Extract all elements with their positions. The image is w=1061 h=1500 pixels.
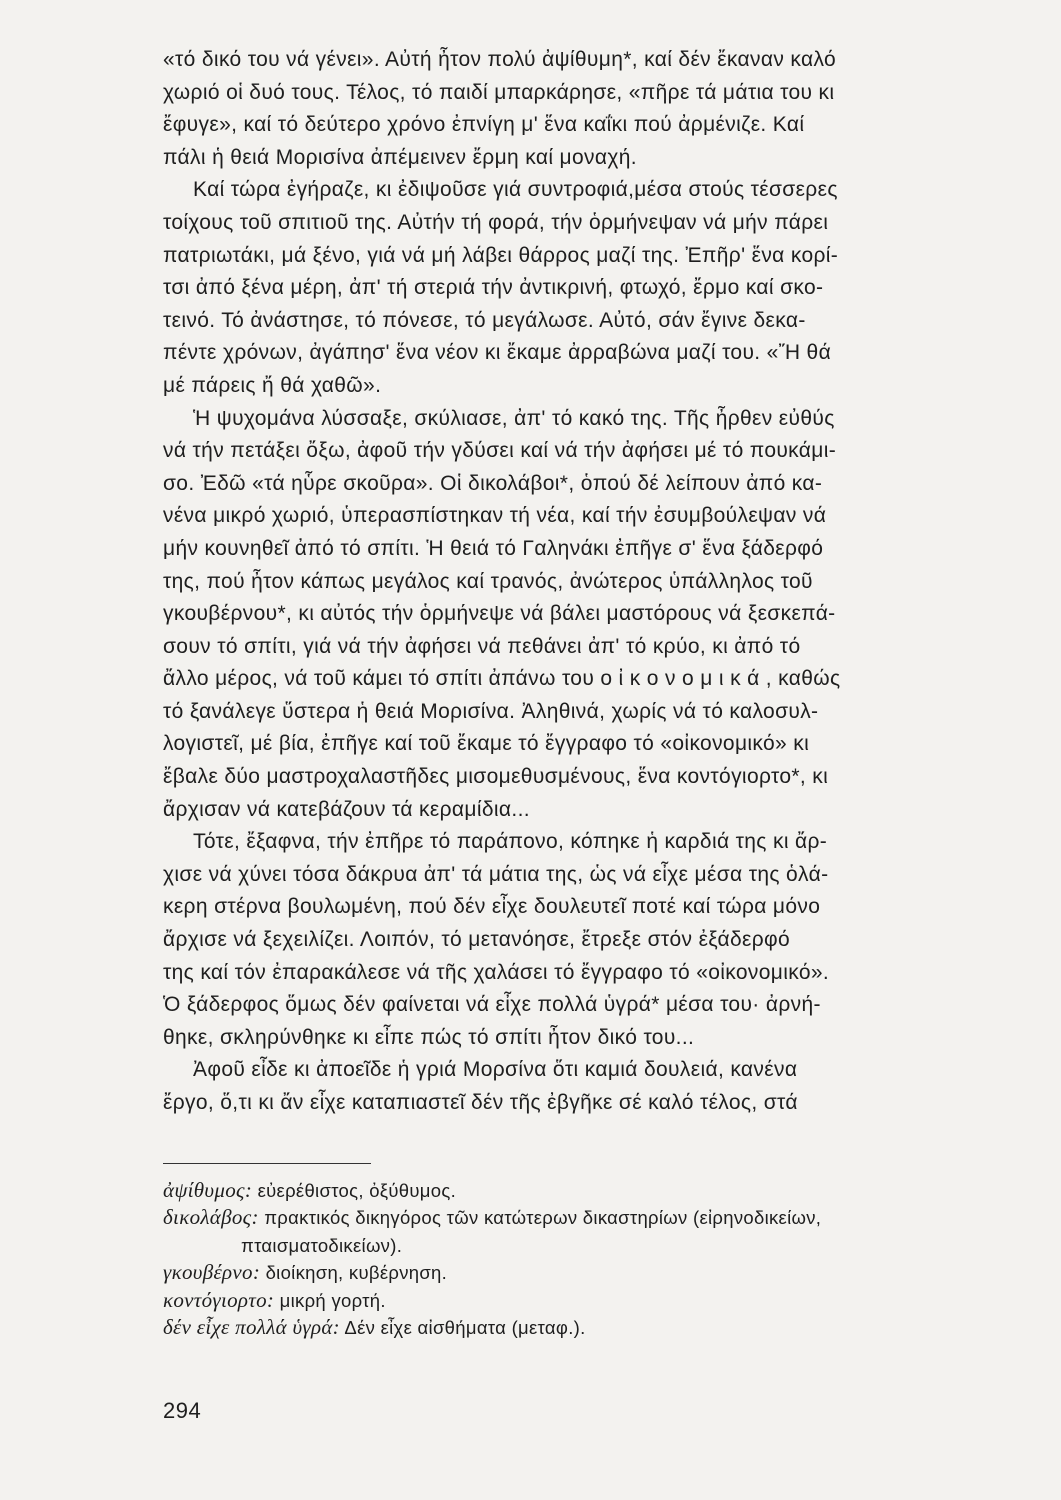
footnote — [163, 1177, 1043, 1204]
text-line: της καί τόν ἐπαρακάλεσε νά τῆς χαλάσει τό ἔγγραφο τό «οἰκονομικό». — [163, 960, 830, 984]
text-line: Ἡ ψυχομάνα λύσσαξε, σκύλιασε, ἀπ' τό κακό της. Τῆς ἦρθεν εὐθύς — [193, 406, 835, 430]
main-text — [163, 44, 1033, 1120]
footnote-term: ἀψίθυμος: — [163, 1178, 253, 1202]
footnote-definition: πρακτικός δικηγόρος τῶν κατώτερων δικαστηρίων (εἰρηνοδικείων, — [264, 1207, 822, 1229]
text-line: νά τήν πετάξει ὄξω, ἀφοῦ τήν γδύσει καί νά τήν ἀφήσει μέ τό πουκάμι- — [163, 439, 837, 463]
text-line: κερη στέρνα βουλωμένη, πού δέν εἶχε δουλευτεῖ ποτέ καί τώρα μόνο — [163, 895, 821, 919]
footnote-term: γκουβέρνο: — [163, 1260, 261, 1285]
text-line: «τό δικό του νά γένει». Αὐτή ἦτον πολύ ἀψίθυμη*, καί δέν ἔκαναν καλό — [163, 48, 837, 71]
text-line: ἔβαλε δύο μαστροχαλαστῆδες μισομεθυσμένους, ἕνα κοντόγιορτο*, κι — [163, 765, 829, 789]
text-line: τσι ἀπό ξένα μέρη, ἀπ' τή στεριά τήν ἀντικρινή, φτωχό, ἔρμο καί σκο- — [163, 276, 824, 300]
text-line: σο. Ἐδῶ «τά ηὗρε σκοῦρα». Οἱ δικολάβοι*, ὁπού δέ λείπουν ἀπό κα- — [163, 471, 823, 495]
text-line: Ὁ ξάδερφος ὅμως δέν φαίνεται νά εἶχε πολλά ὑγρά* μέσα του· ἀρνή- — [163, 993, 821, 1017]
text-line: τό ξανάλεγε ὕστερα ἡ θειά Μορισίνα. Ἀληθινά, χωρίς νά τό καλοσυλ- — [163, 699, 819, 723]
text-line: ἄρχισε νά ξεχειλίζει. Λοιπόν, τό μετανόησε, ἔτρεξε στόν ἐξάδερφό — [163, 928, 791, 952]
footnotes — [163, 1177, 1043, 1341]
text-line: Τότε, ἔξαφνα, τήν ἐπῆρε τό παράπονο, κόπηκε ἡ καρδιά της κι ἄρ- — [193, 830, 828, 854]
text-line: τοίχους τοῦ σπιτιοῦ της. Αὐτήν τή φορά, τήν ὁρμήνεψαν νά μήν πάρει — [163, 210, 829, 234]
text-line: Ἀφοῦ εἶδε κι ἀποεῖδε ἡ γριά Μορσίνα ὅτι καμιά δουλειά, κανένα — [193, 1058, 798, 1082]
footnote — [163, 1259, 1043, 1286]
footnote-rule — [163, 1163, 371, 1164]
text-line: σουν τό σπίτι, γιά νά τήν ἀφήσει νά πεθάνει ἀπ' τό κρύο, κι ἀπό τό — [163, 634, 801, 658]
text-line: ἄλλο μέρος, νά τοῦ κάμει τό σπίτι ἀπάνω του ο ἰ κ ο ν ο μ ι κ ά , καθώς — [163, 667, 841, 691]
text-line: χωριό οἱ δυό τους. Τέλος, τό παιδί μπαρκάρησε, «πῆρε τά μάτια του κι — [163, 80, 835, 104]
footnote — [163, 1204, 1043, 1231]
text-line: της, πού ἦτον κάπως μεγάλος καί τρανός, ἀνώτερος ὑπάλληλος τοῦ — [163, 569, 813, 593]
footnote — [163, 1287, 1043, 1314]
text-line: μέ πάρεις ἤ θά χαθῶ». — [163, 373, 382, 397]
footnote-definition: Δέν εἶχε αἰσθήματα (μεταφ.). — [344, 1317, 586, 1339]
text-line: θηκε, σκληρύνθηκε κι εἶπε πώς τό σπίτι ἦτον δικό του... — [163, 1025, 695, 1049]
text-line: τεινό. Τό ἀνάστησε, τό πόνεσε, τό μεγάλωσε. Αὐτό, σάν ἔγινε δεκα- — [163, 308, 806, 332]
footnote-term: κοντόγιορτο: — [163, 1287, 275, 1312]
footnote-definition: μικρή γορτή. — [279, 1289, 386, 1311]
text-line: ἄρχισαν νά κατεβάζουν τά κεραμίδια... — [163, 797, 530, 821]
text-line: Καί τώρα ἐγήραζε, κι ἐδιψοῦσε γιά συντροφιά,μέσα στούς τέσσερες — [193, 178, 838, 202]
footnote-term: δέν εἶχε πολλά ὑγρά: — [163, 1315, 340, 1340]
text-line: μήν κουνηθεῖ ἀπό τό σπίτι. Ἡ θειά τό Γαληνάκι ἐπῆγε σ' ἕνα ξάδερφό — [163, 536, 824, 560]
text-line: χισε νά χύνει τόσα δάκρυα ἀπ' τά μάτια της, ὡς νά εἶχε μέσα της ὁλά- — [163, 862, 829, 886]
text-line: ἔφυγε», καί τό δεύτερο χρόνο ἐπνίγη μ' ἕνα καΐκι πού ἀρμένιζε. Καί — [163, 113, 805, 137]
text-line: πέντε χρόνων, ἀγάπησ' ἕνα νέον κι ἔκαμε ἀρραβώνα μαζί του. «Ἤ θά — [163, 341, 832, 365]
text-line: ἔργο, ὅ,τι κι ἄν εἶχε καταπιαστεῖ δέν τῆς ἐβγῆκε σέ καλό τέλος, στά — [163, 1091, 798, 1114]
text-line: πάλι ἡ θειά Μορισίνα ἀπέμεινεν ἔρμη καί μοναχή. — [163, 145, 637, 169]
text-line: νένα μικρό χωριό, ὑπερασπίστηκαν τή νέα, καί τήν ἐσυμβούλεψαν νά — [163, 504, 827, 528]
footnote-continuation: πταισματοδικείων). — [241, 1234, 403, 1256]
footnote-term: δικολάβος: — [163, 1205, 259, 1230]
footnote — [163, 1314, 1043, 1341]
text-line: πατριωτάκι, μά ξένο, γιά νά μή λάβει θάρρος μαζί της. Ἐπῆρ' ἕνα κορί- — [163, 243, 839, 267]
text-line: λογιστεῖ, μέ βία, ἐπῆγε καί τοῦ ἔκαμε τό ἔγγραφο τό «οἰκονομικό» κι — [163, 732, 810, 756]
footnote-definition: εὐερέθιστος, ὀξύθυμος. — [257, 1180, 457, 1201]
footnote-definition: διοίκηση, κυβέρνηση. — [265, 1262, 448, 1284]
page-number: 294 — [163, 1398, 202, 1423]
text-line: γκουβέρνου*, κι αὐτός τήν ὁρμήνεψε νά βάλει μαστόρους νά ξεσκεπά- — [163, 602, 836, 626]
